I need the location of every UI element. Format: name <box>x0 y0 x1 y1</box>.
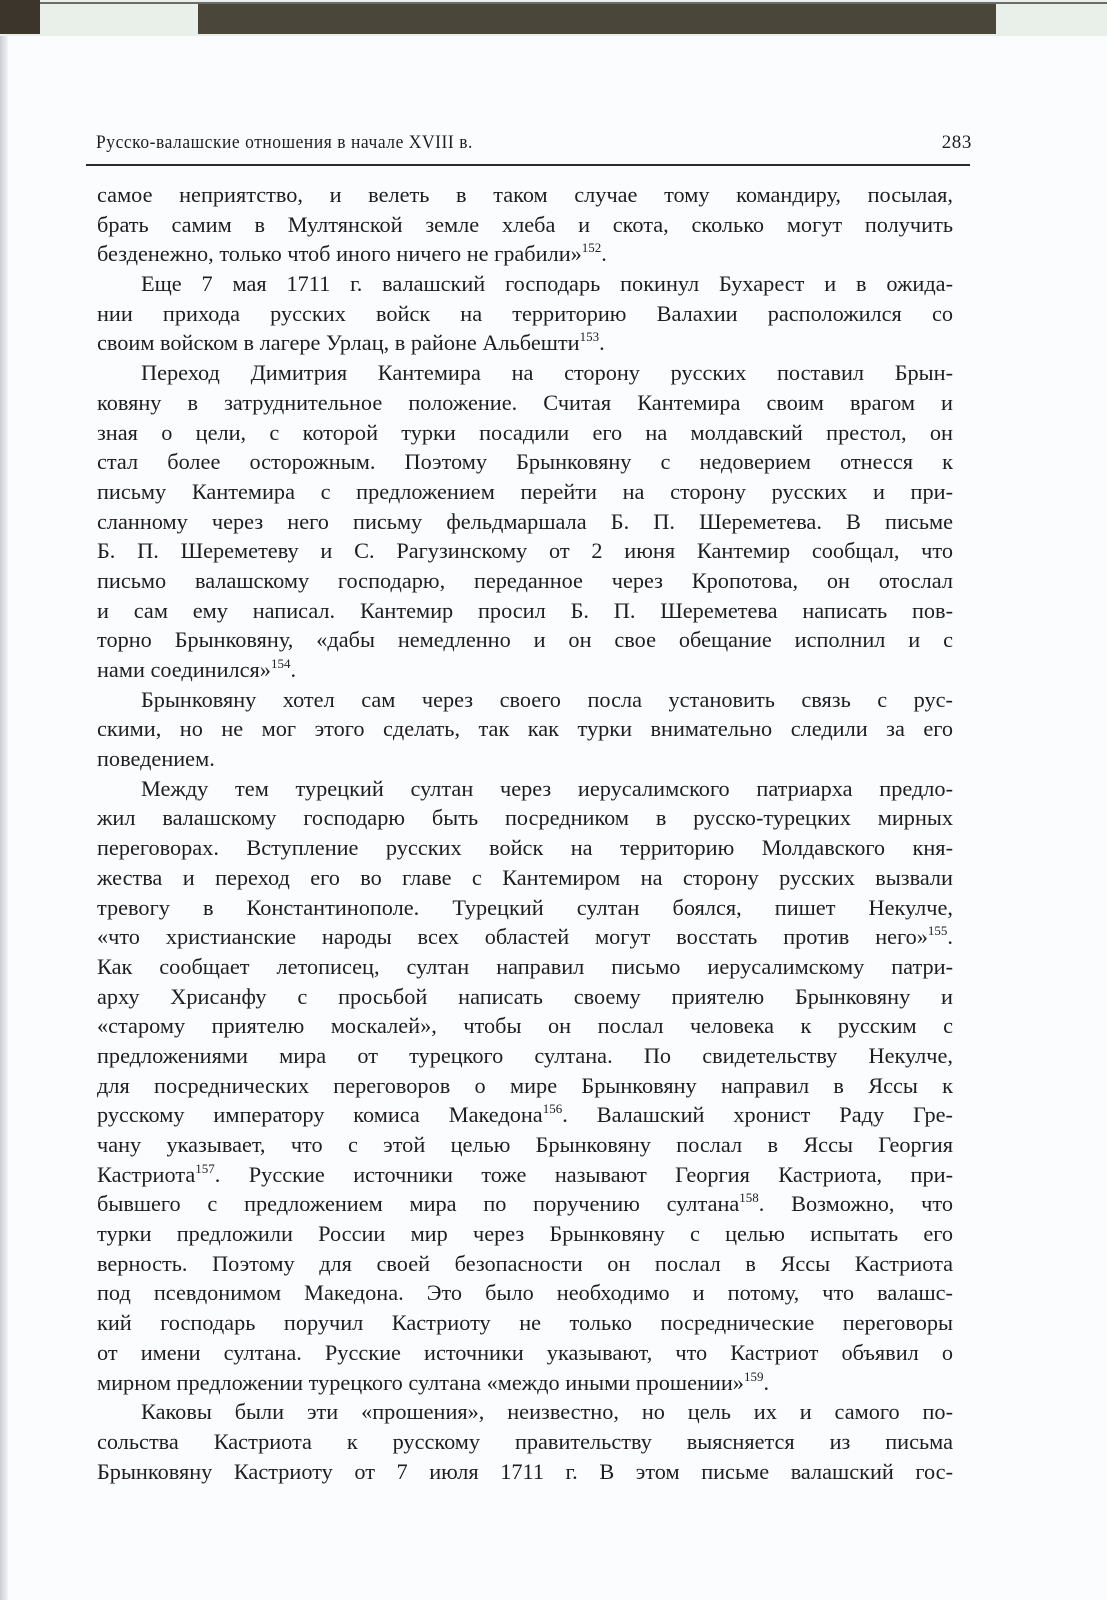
text-line <box>97 1160 953 1190</box>
line-text: русскому императору комиса Македона <box>97 1102 543 1128</box>
line-text-after-ref: . Русские источники тоже называют Георгия Кастриота, при- <box>214 1161 953 1187</box>
line-text: Каковы были эти «прошения», неизвестно, но цель их и самого по- <box>141 1399 953 1425</box>
line-text: верность. Поэтому для своей безопасности он послал в Яссы Кастриота <box>97 1250 953 1276</box>
text-line <box>97 299 953 329</box>
line-text: Кастриота <box>97 1161 196 1187</box>
footnote-ref: 156 <box>542 1101 563 1117</box>
line-text: ковяну в затруднительное положение. Считая Кантемира своим врагом и <box>97 389 953 415</box>
text-line <box>97 982 953 1012</box>
footnote-ref: 152 <box>581 240 602 256</box>
page-left-shadow <box>0 36 8 1600</box>
line-text-after-ref: . <box>763 1369 770 1395</box>
line-text-after-ref: . Возможно, что <box>758 1191 953 1217</box>
text-line <box>97 1338 953 1368</box>
text-line <box>97 1249 953 1279</box>
line-text: Между тем турецкий султан через иерусалимского патриарха предло- <box>141 775 953 801</box>
text-line <box>97 477 953 507</box>
header-rule <box>86 164 970 166</box>
line-text: нами соединился» <box>97 657 271 682</box>
line-text: от имени султана. Русские источники указывают, что Кастриот объявил о <box>97 1339 953 1365</box>
text-line <box>97 893 953 923</box>
running-title: Русско-валашские отношения в начале XVIII в. <box>96 132 473 153</box>
line-text: нии прихода русских войск на территорию Валахии расположился со <box>97 300 953 326</box>
text-line <box>97 507 953 537</box>
text-line <box>97 1397 953 1427</box>
line-text-after-ref: . <box>947 924 953 950</box>
running-header <box>96 128 972 158</box>
line-text: чану указывает, что с этой целью Брынковяну послал в Яссы Георгия <box>97 1132 953 1157</box>
text-line <box>97 1100 953 1130</box>
text-line <box>97 566 953 596</box>
line-text: самое неприятство, и велеть в таком случае тому командиру, посылая, <box>97 182 953 207</box>
line-text: своим войском в лагере Урлац, в районе Альбешти <box>97 330 580 356</box>
text-line <box>97 1130 953 1160</box>
line-text: турки предложили России мир через Брынковяну с целью испытать его <box>97 1221 953 1247</box>
text-line <box>97 1457 953 1487</box>
line-text: Как сообщает летописец, султан направил письмо иерусалимскому патри- <box>97 953 953 979</box>
text-line <box>97 685 953 715</box>
line-text: мирном предложении турецкого султана «междо иными прошении» <box>97 1369 744 1395</box>
text-line <box>97 1219 953 1249</box>
scan-top-edge <box>0 0 1107 36</box>
line-text-after-ref: . <box>290 657 297 682</box>
text-line <box>97 1011 953 1041</box>
body-text <box>97 180 953 1486</box>
line-text: Брынковяну хотел сам через своего посла установить связь с рус- <box>141 686 953 712</box>
text-line <box>97 447 953 477</box>
footnote-ref: 157 <box>195 1160 215 1176</box>
page-number: 283 <box>941 132 972 153</box>
text-line <box>97 1278 953 1308</box>
text-line <box>97 833 953 863</box>
text-line <box>97 1189 953 1219</box>
footnote-ref: 153 <box>579 329 600 345</box>
text-line <box>97 418 953 448</box>
text-line <box>97 388 953 418</box>
line-text: для посреднических переговоров о мире Брынковяну направил в Яссы к <box>97 1072 953 1098</box>
line-text: письмо валашскому господарю, переданное через Кропотова, он отослал <box>97 567 953 593</box>
text-line <box>97 536 953 566</box>
line-text: Еще 7 мая 1711 г. валашский господарь покинул Бухарест и в ожида- <box>141 271 953 297</box>
text-line <box>97 952 953 982</box>
line-text: Брынковяну Кастриоту от 7 июля 1711 г. В этом письме валашский гос- <box>97 1458 953 1484</box>
line-text: тревогу в Константинополе. Турецкий султан боялся, пишет Некулче, <box>97 894 953 920</box>
line-text: жил валашскому господарю быть посредником в русско-турецких мирных <box>97 805 953 831</box>
line-text-after-ref: . <box>599 330 605 356</box>
scan-corner-shadow <box>0 0 40 34</box>
text-line <box>97 714 953 744</box>
line-text: кий господарь поручил Кастриоту не только посреднические переговоры <box>97 1310 953 1336</box>
text-line <box>97 922 953 952</box>
text-line <box>97 180 953 210</box>
text-line <box>97 269 953 299</box>
text-line <box>97 655 953 685</box>
line-text-after-ref: . <box>601 241 607 267</box>
line-text: и сам ему написал. Кантемир просил Б. П. Шереметева написать пов- <box>97 597 953 623</box>
footnote-ref: 159 <box>743 1368 764 1384</box>
book-spine-band <box>198 4 996 34</box>
text-line <box>97 1368 953 1398</box>
text-line <box>97 596 953 626</box>
line-text: арху Хрисанфу с просьбой написать своему приятелю Брынковяну и <box>97 983 953 1009</box>
text-line <box>97 863 953 893</box>
line-text: сольства Кастриота к русскому правительству выясняется из письма <box>97 1428 953 1454</box>
line-text: брать самим в Мултянской земле хлеба и скота, сколько могут получить <box>97 211 953 237</box>
text-line <box>97 210 953 240</box>
text-line <box>97 1427 953 1457</box>
line-text: поведением. <box>97 746 215 772</box>
footnote-ref: 155 <box>927 923 948 939</box>
line-text: безденежно, только чтоб иного ничего не грабили» <box>97 241 582 267</box>
line-text: жества и переход его во главе с Кантемиром на сторону русских вызвали <box>97 864 953 890</box>
line-text: бывшего с предложением мира по поручению султана <box>97 1191 740 1217</box>
text-line <box>97 1308 953 1338</box>
line-text: переговорах. Вступление русских войск на территорию Молдавского кня- <box>97 835 953 861</box>
line-text: под псевдонимом Македона. Это было необходимо и потому, что валашс- <box>97 1280 953 1306</box>
line-text: «что христианские народы всех областей могут восстать против него» <box>97 924 928 950</box>
line-text: зная о цели, с которой турки посадили его на молдавский престол, он <box>97 419 953 445</box>
text-line <box>97 774 953 804</box>
text-line <box>97 803 953 833</box>
text-line <box>97 328 953 358</box>
text-line <box>97 744 953 774</box>
line-text: Б. П. Шереметеву и С. Рагузинскому от 2 июня Кантемир сообщал, что <box>97 538 953 564</box>
line-text: письму Кантемира с предложением перейти на сторону русских и при- <box>97 478 953 504</box>
line-text: торно Брынковяну, «дабы немедленно и он свое обещание исполнил и с <box>97 627 953 653</box>
line-text: скими, но не мог этого сделать, так как турки внимательно следили за его <box>97 716 953 742</box>
footnote-ref: 158 <box>739 1190 759 1206</box>
text-line <box>97 358 953 388</box>
text-line <box>97 1071 953 1101</box>
text-line <box>97 239 953 269</box>
text-line <box>97 625 953 655</box>
line-text: Переход Димитрия Кантемира на сторону русских поставил Брын- <box>141 360 953 386</box>
text-line <box>97 1041 953 1071</box>
line-text: сланному через него письму фельдмаршала Б. П. Шереметева. В письме <box>97 508 953 534</box>
line-text-after-ref: . Валашский хронист Раду Гре- <box>562 1102 953 1128</box>
line-text: «старому приятелю москалей», чтобы он послал человека к русским с <box>97 1013 953 1039</box>
line-text: предложениями мира от турецкого султана. По свидетельству Некулче, <box>97 1042 953 1068</box>
line-text: стал более осторожным. Поэтому Брынковяну с недоверием отнесся к <box>97 449 953 475</box>
footnote-ref: 154 <box>270 656 291 671</box>
